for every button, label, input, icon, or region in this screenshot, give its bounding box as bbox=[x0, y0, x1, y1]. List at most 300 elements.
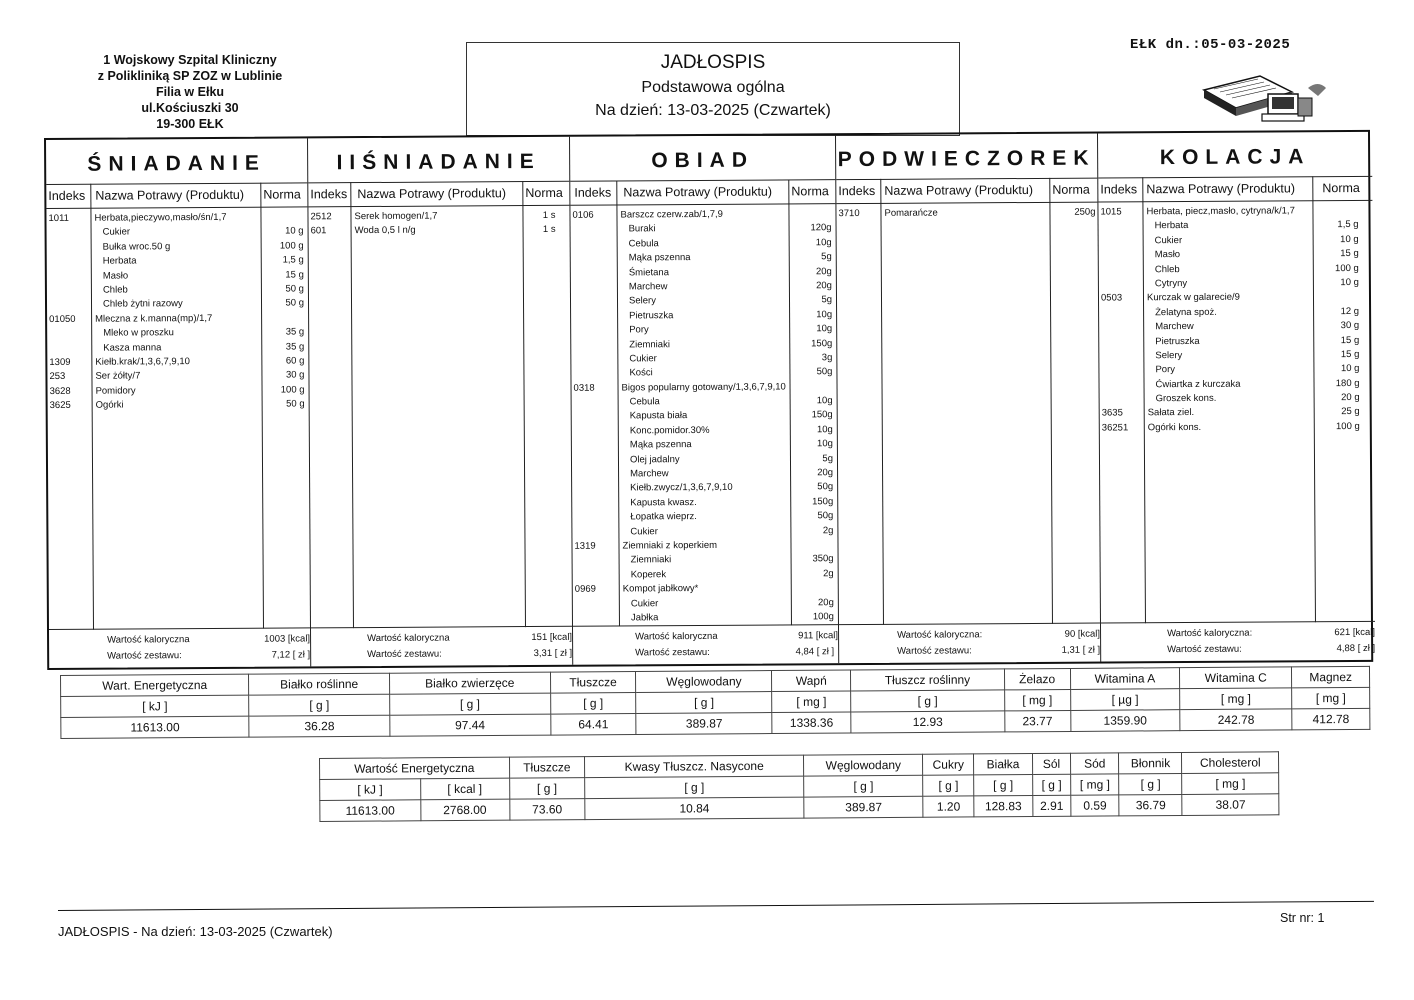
item-norm: 10 g bbox=[1340, 233, 1359, 245]
item-name: Herbata bbox=[1154, 220, 1189, 232]
menu-item bbox=[572, 409, 837, 425]
cost-value: 7,12 [ zł ] bbox=[271, 649, 311, 661]
item-index: 253 bbox=[49, 371, 66, 383]
item-norm: 100 g bbox=[1335, 262, 1359, 274]
cost-label: Wartość zestawu: bbox=[367, 648, 442, 661]
item-index: 0969 bbox=[574, 583, 596, 595]
item-norm: 20g bbox=[817, 467, 834, 479]
menu-item bbox=[47, 297, 308, 313]
item-norm: 100 g bbox=[1335, 420, 1360, 432]
nutrition-cell: Kwasy Tłuszcz. Nasycone bbox=[585, 755, 804, 778]
nutrition-cell: Witamina A bbox=[1070, 668, 1180, 690]
menu-item bbox=[571, 222, 836, 238]
header-norm: Norma bbox=[1322, 180, 1360, 196]
meal-title: ŚNIADANIE bbox=[46, 138, 307, 185]
item-name: Jabłka bbox=[630, 612, 659, 624]
hospital-line: Filia w Ełku bbox=[155, 85, 225, 99]
item-norm: 180 g bbox=[1335, 377, 1360, 389]
item-index: 1319 bbox=[574, 540, 596, 552]
menu-item bbox=[571, 337, 836, 353]
header-name: Nazwa Potrawy (Produktu) bbox=[357, 186, 507, 202]
meal-rows bbox=[836, 206, 1097, 222]
item-index: 2512 bbox=[310, 211, 332, 223]
item-name: Kapusta kwasz. bbox=[630, 496, 697, 509]
menu-item bbox=[47, 239, 308, 255]
nutrition-table bbox=[60, 666, 1370, 739]
item-name: Cukier bbox=[1154, 234, 1183, 246]
header-index: Indeks bbox=[48, 188, 86, 203]
nutrition-summary-table bbox=[319, 751, 1279, 822]
item-name: Mleczna z k.manna(mp)/1,7 bbox=[95, 312, 213, 325]
cost-value: 3,31 [ zł ] bbox=[533, 647, 573, 660]
nutrition-cell: [ g ] bbox=[804, 775, 923, 797]
item-norm: 5g bbox=[821, 294, 833, 306]
nutrition-cell: Białka bbox=[973, 754, 1032, 775]
menu-item bbox=[571, 308, 836, 324]
header-norm: Norma bbox=[1052, 182, 1090, 197]
menu-item bbox=[572, 524, 837, 540]
column-headers bbox=[308, 181, 569, 208]
menu-item bbox=[573, 567, 838, 583]
item-name: Ogórki bbox=[95, 399, 124, 411]
header-norm: Norma bbox=[263, 187, 301, 202]
item-name: Pietruszka bbox=[1155, 335, 1200, 347]
item-name: Chleb żytni razowy bbox=[102, 298, 183, 310]
nutrition-cell: Magnez bbox=[1292, 666, 1370, 688]
item-norm: 50g bbox=[817, 481, 834, 493]
computer-book-icon bbox=[1200, 70, 1330, 126]
footer-divider bbox=[58, 901, 1374, 911]
item-name: Woda 0,5 l n/g bbox=[354, 225, 416, 237]
nutrition-cell: 0.59 bbox=[1071, 795, 1120, 816]
item-name: Ziemniaki z koperkiem bbox=[622, 539, 718, 552]
item-norm: 5g bbox=[821, 251, 832, 263]
item-norm: 1,5 g bbox=[1337, 219, 1359, 231]
hospital-line: 1 Wojskowy Szpital Kliniczny bbox=[103, 53, 277, 67]
item-name: Bigos popularny gotowany/1,3,6,7,9,10 bbox=[621, 381, 786, 394]
menu-item bbox=[571, 250, 836, 266]
nutrition-cell: Cukry bbox=[923, 754, 974, 775]
item-index: 3635 bbox=[1101, 407, 1123, 420]
menu-item bbox=[571, 351, 836, 367]
item-norm: 2g bbox=[823, 567, 834, 580]
nutrition-cell: [ kJ ] bbox=[61, 695, 249, 717]
item-index: 36251 bbox=[1101, 422, 1129, 434]
item-norm: 150g bbox=[812, 495, 834, 508]
nutrition-cell: [ g ] bbox=[550, 692, 636, 714]
cost-value: 1,31 [ zł ] bbox=[1061, 644, 1101, 656]
header-norm: Norma bbox=[791, 184, 829, 199]
meal-title: KOLACJA bbox=[1098, 132, 1372, 179]
nutrition-cell: Żelazo bbox=[1004, 668, 1070, 689]
item-name: Ziemniaki bbox=[630, 554, 672, 566]
nutrition-cell: [ g ] bbox=[923, 775, 974, 796]
menu-item bbox=[572, 466, 837, 482]
nutrition-cell: 38.07 bbox=[1182, 794, 1279, 816]
nutrition-cell: [ g ] bbox=[974, 775, 1033, 796]
item-name: Ćwiartka z kurczaka bbox=[1155, 378, 1241, 390]
item-name: Cukier bbox=[630, 597, 659, 609]
hospital-address bbox=[70, 52, 310, 132]
nutrition-cell: Węglowodany bbox=[804, 754, 923, 776]
nutrition-cell: [ g ] bbox=[509, 778, 585, 800]
menu-item bbox=[571, 322, 836, 338]
item-name: Serek homogen/1,7 bbox=[354, 210, 438, 223]
meal-afternoon-snack bbox=[836, 134, 1101, 664]
item-name: Ser żółty/7 bbox=[95, 370, 141, 382]
item-norm: 100g bbox=[812, 611, 834, 623]
nutrition-cell: [ kJ ] bbox=[320, 779, 421, 801]
item-name: Konc.pomidor.30% bbox=[629, 424, 710, 437]
menu-item bbox=[571, 236, 836, 252]
item-norm: 25 g bbox=[1341, 406, 1360, 418]
menu-day: Na dzień: 13-03-2025 (Czwartek) bbox=[595, 102, 831, 119]
menu-item bbox=[47, 282, 308, 298]
item-name: Cukier bbox=[630, 525, 658, 538]
menu-item bbox=[48, 397, 309, 413]
item-norm: 20g bbox=[815, 265, 832, 277]
item-name: Kapusta biała bbox=[629, 410, 688, 422]
nutrition-cell: [ mg ] bbox=[772, 691, 851, 713]
kcal-label: Wartość kaloryczna bbox=[367, 632, 450, 645]
nutrition-cell: 389.87 bbox=[636, 713, 772, 735]
item-index: 601 bbox=[310, 225, 327, 237]
menu-grid bbox=[44, 130, 1376, 670]
column-headers bbox=[836, 178, 1097, 205]
nutrition-cell: 1338.36 bbox=[772, 712, 851, 734]
nutrition-cell: [ mg ] bbox=[1004, 689, 1070, 710]
meal-second-breakfast bbox=[308, 137, 573, 667]
item-name: Cukier bbox=[629, 353, 657, 365]
cost-label: Wartość zestawu: bbox=[897, 645, 972, 657]
nutrition-cell: Witamina C bbox=[1180, 667, 1292, 689]
column-headers bbox=[46, 182, 307, 209]
item-norm: 10g bbox=[816, 323, 833, 335]
kcal-value: 621 [kcal] bbox=[1334, 626, 1376, 639]
item-name: Pietruszka bbox=[629, 309, 674, 322]
nutrition-cell: 1359.90 bbox=[1070, 710, 1180, 732]
nutrition-cell: Sól bbox=[1032, 753, 1070, 774]
item-name: Chleb bbox=[102, 284, 128, 296]
nutrition-cell: 12.93 bbox=[851, 711, 1005, 733]
nutrition-cell: 36.79 bbox=[1119, 794, 1182, 815]
header-index: Indeks bbox=[838, 183, 876, 199]
item-norm: 350g bbox=[812, 553, 834, 565]
nutrition-cell: 2.91 bbox=[1033, 795, 1071, 816]
item-norm: 1 s bbox=[542, 209, 556, 221]
page-number: Str nr: 1 bbox=[1280, 911, 1325, 925]
item-norm: 35 g bbox=[285, 326, 305, 338]
item-name: Masło bbox=[1154, 249, 1181, 261]
item-norm: 3g bbox=[821, 352, 833, 364]
item-name: Koperek bbox=[630, 568, 667, 581]
item-norm: 150g bbox=[811, 409, 833, 421]
meal-rows bbox=[46, 210, 308, 413]
item-norm: 5g bbox=[822, 452, 834, 464]
menu-item bbox=[572, 452, 837, 468]
item-norm: 30 g bbox=[285, 369, 305, 381]
nutrition-cell: Tłuszcz roślinny bbox=[851, 669, 1005, 691]
nutrition-cell: [ mg ] bbox=[1071, 774, 1120, 795]
item-norm: 10 g bbox=[1340, 276, 1359, 289]
nutrition-cell: 389.87 bbox=[804, 796, 923, 818]
nutrition-cell: [ µg ] bbox=[1070, 689, 1180, 711]
menu-item bbox=[47, 311, 308, 327]
header-name: Nazwa Potrawy (Produktu) bbox=[623, 184, 773, 200]
item-norm: 20g bbox=[817, 596, 834, 608]
nutrition-cell: 23.77 bbox=[1004, 710, 1070, 731]
nutrition-cell: Sód bbox=[1070, 753, 1119, 774]
item-norm: 10 g bbox=[285, 225, 304, 237]
meal-summary bbox=[311, 626, 572, 667]
header-index: Indeks bbox=[1100, 182, 1138, 197]
meal-rows bbox=[570, 207, 838, 626]
item-norm: 15 g bbox=[285, 268, 304, 281]
nutrition-cell: Tłuszcze bbox=[550, 671, 636, 693]
meal-lunch bbox=[570, 135, 839, 665]
item-name: Selery bbox=[1155, 349, 1183, 362]
cost-value: 4,84 [ zł ] bbox=[795, 646, 835, 658]
item-name: Cebula bbox=[628, 238, 659, 250]
item-name: Masło bbox=[102, 270, 129, 282]
item-norm: 1,5 g bbox=[282, 254, 304, 266]
menu-item bbox=[573, 596, 838, 612]
item-norm: 10g bbox=[816, 424, 833, 436]
item-index: 0503 bbox=[1100, 292, 1123, 304]
item-index: 3628 bbox=[49, 385, 71, 397]
item-norm: 60 g bbox=[285, 355, 305, 367]
menu-item bbox=[570, 207, 835, 223]
item-index: 1015 bbox=[1100, 206, 1122, 218]
item-name: Mąka pszenna bbox=[628, 252, 691, 264]
menu-item bbox=[309, 223, 570, 239]
item-name: Groszek kons. bbox=[1155, 392, 1217, 405]
menu-item bbox=[572, 394, 837, 410]
item-norm: 10 g bbox=[1340, 363, 1360, 375]
item-norm: 100 g bbox=[280, 384, 305, 396]
item-norm: 50 g bbox=[285, 297, 305, 309]
item-index: 3710 bbox=[838, 208, 860, 220]
header-norm: Norma bbox=[525, 185, 563, 201]
nutrition-cell: 242.78 bbox=[1180, 709, 1292, 731]
page-title: JADŁOSPIS bbox=[660, 52, 766, 73]
item-norm: 120g bbox=[810, 222, 832, 234]
item-name: Mąka pszenna bbox=[629, 439, 692, 451]
meal-title: PODWIECZOREK bbox=[836, 134, 1097, 181]
item-name: Pomidory bbox=[95, 385, 136, 397]
menu-item bbox=[573, 581, 838, 597]
menu-item bbox=[571, 380, 836, 396]
cost-value: 4,88 [ zł ] bbox=[1336, 642, 1376, 655]
item-name: Sałata ziel. bbox=[1147, 407, 1195, 419]
menu-item bbox=[836, 206, 1097, 222]
item-name: Cytryny bbox=[1154, 277, 1188, 290]
menu-item bbox=[571, 365, 836, 381]
item-name: Herbata,pieczywo,masło/śn/1,7 bbox=[94, 211, 227, 224]
meal-title: IIŚNIADANIE bbox=[308, 137, 569, 184]
menu-item bbox=[47, 268, 308, 284]
menu-item bbox=[572, 481, 837, 497]
item-norm: 15 g bbox=[1340, 348, 1360, 360]
nutrition-cell: Wartość Energetyczna bbox=[320, 757, 510, 779]
item-norm: 50 g bbox=[285, 283, 304, 295]
menu-item bbox=[573, 553, 838, 569]
header-index: Indeks bbox=[574, 185, 612, 200]
nutrition-cell: [ g ] bbox=[636, 692, 772, 714]
item-name: Śmietana bbox=[628, 266, 670, 278]
menu-item bbox=[572, 495, 837, 511]
nutrition-cell: 97.44 bbox=[390, 714, 551, 736]
item-name: Herbata, piecz,masło, cytryna/k/1,7 bbox=[1146, 205, 1295, 218]
nutrition-cell: 36.28 bbox=[249, 715, 390, 737]
nutrition-cell: 412.78 bbox=[1292, 708, 1370, 730]
item-name: Chleb bbox=[1154, 263, 1180, 275]
nutrition-cell: 10.84 bbox=[585, 797, 804, 820]
item-norm: 2g bbox=[822, 524, 834, 536]
item-norm: 10g bbox=[816, 438, 833, 450]
item-name: Ogórki kons. bbox=[1147, 421, 1202, 434]
meal-summary bbox=[573, 624, 838, 665]
item-index: 1011 bbox=[48, 212, 69, 224]
nutrition-cell: Białko zwierzęce bbox=[389, 672, 550, 694]
menu-item bbox=[47, 254, 308, 270]
header-name: Nazwa Potrawy (Produktu) bbox=[884, 182, 1034, 198]
nutrition-cell: 2768.00 bbox=[420, 799, 509, 821]
column-headers bbox=[1098, 176, 1372, 203]
item-name: Herbata bbox=[102, 255, 137, 267]
item-name: Cebula bbox=[629, 396, 660, 408]
nutrition-cell: [ g ] bbox=[390, 693, 551, 715]
menu-item bbox=[572, 437, 837, 453]
item-norm: 50g bbox=[817, 510, 834, 522]
item-name: Marchew bbox=[628, 281, 668, 293]
item-name: Pory bbox=[1155, 364, 1176, 376]
menu-item bbox=[1100, 420, 1374, 436]
item-name: Pory bbox=[629, 324, 649, 336]
item-index: 1309 bbox=[49, 356, 71, 368]
nutrition-cell: Wart. Energetyczna bbox=[61, 674, 249, 696]
hospital-line: z Polikliniką SP ZOZ w Lublinie bbox=[97, 69, 283, 83]
item-index: 3625 bbox=[49, 399, 71, 412]
item-name: Marchew bbox=[630, 468, 669, 480]
item-name: Kasza manna bbox=[103, 341, 162, 354]
item-norm: 250g bbox=[1074, 206, 1096, 218]
menu-item bbox=[571, 294, 836, 310]
item-name: Olej jadalny bbox=[629, 453, 680, 466]
cost-label: Wartość zestawu: bbox=[635, 646, 710, 659]
item-norm: 150g bbox=[811, 337, 833, 349]
cost-label: Wartość zestawu: bbox=[107, 650, 182, 662]
item-name: Kurczak w galarecie/9 bbox=[1146, 292, 1240, 304]
meal-breakfast bbox=[46, 138, 311, 668]
nutrition-cell: [ g ] bbox=[1033, 774, 1071, 795]
item-norm: 20 g bbox=[1341, 392, 1360, 404]
item-norm: 20g bbox=[816, 280, 832, 292]
item-index: 0106 bbox=[572, 209, 594, 221]
item-name: Mleko w proszku bbox=[103, 327, 174, 339]
item-name: Cukier bbox=[102, 226, 131, 239]
kcal-label: Wartość kaloryczna: bbox=[897, 629, 983, 641]
kcal-value: 90 [kcal] bbox=[1064, 628, 1101, 640]
item-name: Ziemniaki bbox=[629, 338, 670, 350]
nutrition-cell: [ g ] bbox=[1119, 773, 1182, 794]
item-name: Bułka wroc.50 g bbox=[102, 241, 171, 253]
menu-item bbox=[47, 225, 308, 241]
document-date: EŁK dn.:05-03-2025 bbox=[1130, 37, 1291, 53]
header-name: Nazwa Potrawy (Produktu) bbox=[95, 187, 245, 203]
menu-item bbox=[48, 383, 309, 399]
item-name: Żelatyna spoż. bbox=[1155, 306, 1217, 318]
menu-item bbox=[47, 326, 308, 342]
kcal-label: Wartość kaloryczna: bbox=[1167, 627, 1253, 640]
meal-title: OBIAD bbox=[570, 135, 835, 182]
item-norm: 30 g bbox=[1340, 320, 1360, 332]
nutrition-cell: 1.20 bbox=[923, 796, 974, 817]
nutrition-cell: [ g ] bbox=[585, 776, 804, 799]
item-index: 0318 bbox=[573, 382, 595, 394]
item-name: Kości bbox=[629, 367, 653, 379]
title-box bbox=[466, 42, 960, 136]
item-norm: 50g bbox=[816, 366, 833, 378]
meal-summary bbox=[49, 627, 310, 668]
nutrition-cell: [ kcal ] bbox=[420, 778, 509, 800]
item-norm: 15 g bbox=[1340, 248, 1359, 260]
item-name: Kiełb.zwycz/1,3,6,7,9,10 bbox=[630, 482, 733, 494]
item-name: Selery bbox=[628, 295, 656, 307]
header-name: Nazwa Potrawy (Produktu) bbox=[1146, 181, 1296, 197]
item-norm: 10g bbox=[815, 236, 832, 249]
kcal-value: 1003 [kcal] bbox=[264, 633, 311, 645]
nutrition-cell: [ mg ] bbox=[1292, 687, 1370, 709]
nutrition-cell: Węglowodany bbox=[636, 671, 772, 693]
nutrition-cell: 128.83 bbox=[974, 796, 1033, 817]
hospital-line: 19-300 EŁK bbox=[156, 117, 224, 131]
item-name: Łopatka wieprz. bbox=[630, 511, 697, 523]
menu-item bbox=[47, 354, 308, 370]
menu-item bbox=[572, 509, 837, 525]
menu-item bbox=[308, 209, 569, 225]
menu-item bbox=[571, 265, 836, 281]
cost-label: Wartość zestawu: bbox=[1167, 643, 1242, 656]
item-norm: 15 g bbox=[1340, 334, 1360, 346]
item-norm: 1 s bbox=[542, 224, 556, 236]
nutrition-cell: [ mg ] bbox=[1180, 688, 1292, 710]
meal-dinner bbox=[1098, 132, 1375, 662]
item-norm: 10g bbox=[816, 308, 833, 321]
item-norm: 10g bbox=[816, 395, 833, 407]
meal-rows bbox=[308, 209, 569, 239]
item-norm: 35 g bbox=[285, 340, 305, 353]
meal-summary bbox=[839, 623, 1100, 664]
nutrition-cell: [ g ] bbox=[851, 690, 1005, 712]
item-name: Kompot jabłkowy* bbox=[622, 583, 699, 595]
kcal-label: Wartość kaloryczna bbox=[635, 630, 718, 643]
nutrition-cell: 11613.00 bbox=[61, 716, 249, 738]
menu-item bbox=[572, 538, 837, 554]
meal-summary bbox=[1101, 621, 1375, 662]
menu-item bbox=[46, 210, 307, 226]
nutrition-cell: Błonnik bbox=[1119, 752, 1182, 773]
nutrition-cell: 64.41 bbox=[550, 713, 636, 735]
nutrition-cell: [ mg ] bbox=[1182, 773, 1279, 795]
nutrition-cell: 11613.00 bbox=[320, 800, 421, 822]
item-name: Marchew bbox=[1155, 321, 1194, 333]
item-name: Barszcz czerw.zab/1,7,9 bbox=[620, 208, 723, 221]
nutrition-cell: Tłuszcze bbox=[509, 757, 585, 779]
kcal-value: 911 [kcal] bbox=[798, 630, 839, 642]
hospital-line: ul.Kościuszki 30 bbox=[141, 101, 239, 115]
header-index: Indeks bbox=[310, 187, 348, 202]
